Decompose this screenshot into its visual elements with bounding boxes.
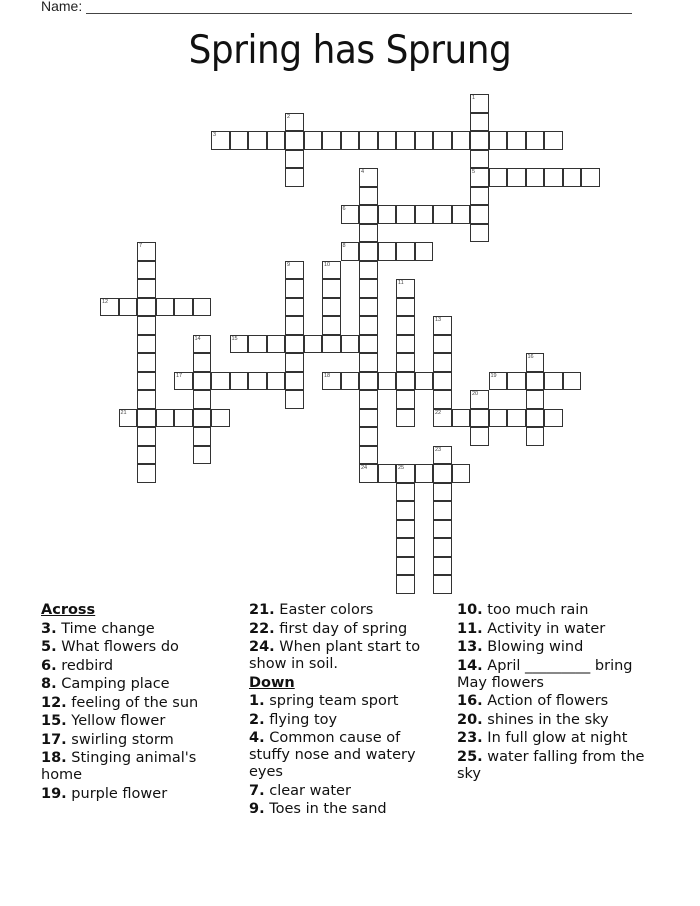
clues-column-1 (41, 602, 241, 804)
grid-cell[interactable] (526, 353, 545, 372)
clue-number: 25 (398, 465, 405, 471)
grid-cell[interactable] (193, 427, 212, 446)
grid-cell[interactable] (359, 224, 378, 243)
clue-across-3: 3. Time change (41, 620, 155, 637)
clue-across-5: 5. What flowers do (41, 639, 179, 655)
grid-cell[interactable] (470, 390, 489, 409)
grid-cell[interactable] (359, 168, 378, 187)
clue-number: 10 (324, 261, 331, 268)
grid-cell[interactable] (137, 279, 156, 298)
grid-cell[interactable] (378, 464, 397, 483)
clue-across-21: 21. Easter colors (249, 602, 374, 618)
grid-cell[interactable] (526, 409, 545, 428)
grid-cell[interactable] (526, 390, 545, 409)
clue-down-7: 7. clear water (249, 782, 351, 799)
grid-cell[interactable] (396, 483, 415, 502)
clue-across-6: 6. redbird (41, 657, 114, 674)
grid-cell[interactable] (507, 131, 526, 150)
grid-cell[interactable] (193, 409, 212, 428)
grid-cell[interactable] (174, 409, 193, 428)
clue-number: 11 (398, 280, 404, 286)
clue-number: 13 (435, 317, 442, 323)
grid-cell[interactable] (489, 372, 508, 391)
grid-cell[interactable] (526, 168, 545, 187)
clue-down-11: 11. Activity in water (457, 620, 606, 637)
grid-cell[interactable] (341, 242, 360, 261)
grid-cell[interactable] (470, 409, 489, 428)
grid-cell[interactable] (433, 520, 452, 539)
clue-across-19: 19. purple flower (41, 785, 168, 802)
grid-cell[interactable] (489, 168, 508, 187)
grid-cell[interactable] (137, 464, 156, 483)
clue-across-18: 18. Stinging animal's home (41, 750, 197, 783)
grid-cell[interactable] (378, 131, 397, 150)
clue-number: 7 (139, 243, 143, 249)
grid-cell[interactable] (396, 131, 415, 150)
grid-cell[interactable] (137, 242, 156, 261)
grid-cell[interactable] (359, 187, 378, 206)
grid-cell[interactable] (396, 464, 415, 483)
clue-number: 5 (472, 169, 476, 175)
grid-cell[interactable] (119, 409, 138, 428)
clue-number: 2 (287, 113, 291, 120)
grid-cell[interactable] (544, 372, 563, 391)
grid-cell[interactable] (341, 372, 360, 391)
grid-cell[interactable] (470, 187, 489, 206)
grid-cell[interactable] (322, 335, 341, 354)
clue-down-13: 13. Blowing wind (457, 639, 584, 655)
grid-cell[interactable] (470, 113, 489, 132)
clue-across-22: 22. first day of spring (249, 620, 408, 637)
grid-cell[interactable] (526, 427, 545, 446)
grid-cell[interactable] (359, 205, 378, 224)
grid-cell[interactable] (359, 409, 378, 428)
grid-cell[interactable] (211, 409, 230, 428)
grid-cell[interactable] (433, 538, 452, 557)
grid-cell[interactable] (433, 575, 452, 594)
grid-cell[interactable] (415, 131, 434, 150)
grid-cell[interactable] (433, 464, 452, 483)
clue-down-20: 20. shines in the sky (457, 711, 609, 728)
grid-cell[interactable] (359, 316, 378, 335)
clue-number: 24 (361, 465, 368, 471)
grid-cell[interactable] (396, 372, 415, 391)
grid-cell[interactable] (378, 242, 397, 261)
grid-cell[interactable] (396, 205, 415, 224)
clue-across-24: 24. When plant start to show in soil. (249, 639, 421, 672)
grid-cell[interactable] (396, 520, 415, 539)
grid-cell[interactable] (433, 446, 452, 465)
grid-cell[interactable] (470, 224, 489, 243)
clue-across-17: 17. swirling storm (41, 731, 174, 748)
clue-number: 17 (176, 372, 183, 379)
grid-cell[interactable] (137, 353, 156, 372)
grid-cell[interactable] (230, 131, 249, 150)
clue-number: 23 (435, 446, 442, 453)
clue-number: 22 (435, 409, 442, 416)
grid-cell[interactable] (378, 205, 397, 224)
grid-cell[interactable] (359, 446, 378, 465)
grid-cell[interactable] (415, 205, 434, 224)
grid-cell[interactable] (396, 557, 415, 576)
clue-number: 3 (213, 132, 217, 138)
grid-cell[interactable] (433, 372, 452, 391)
clue-number: 9 (287, 261, 291, 268)
grid-cell[interactable] (211, 372, 230, 391)
grid-cell[interactable] (507, 409, 526, 428)
grid-cell[interactable] (156, 409, 175, 428)
grid-cell[interactable] (341, 131, 360, 150)
grid-cell[interactable] (359, 131, 378, 150)
down-heading: Down (249, 674, 295, 691)
clue-down-4: 4. Common cause of stuffy nose and watery eyes (249, 730, 416, 780)
clue-down-9: 9. Toes in the sand (249, 801, 387, 817)
clue-number: 4 (361, 169, 365, 175)
clue-down-2: 2. flying toy (249, 711, 338, 728)
clue-down-14: 14. April _________ bring May flowers (457, 657, 633, 691)
grid-cell[interactable] (544, 168, 563, 187)
name-label: Name: (41, 0, 83, 14)
grid-cell[interactable] (489, 409, 508, 428)
grid-cell[interactable] (137, 390, 156, 409)
grid-cell[interactable] (285, 390, 304, 409)
grid-cell[interactable] (470, 168, 489, 187)
grid-cell[interactable] (285, 261, 304, 280)
grid-cell[interactable] (267, 372, 286, 391)
across-heading: Across (41, 602, 96, 618)
grid-cell[interactable] (359, 464, 378, 483)
clue-across-15: 15. Yellow flower (41, 713, 166, 729)
grid-cell[interactable] (526, 372, 545, 391)
grid-cell[interactable] (174, 372, 193, 391)
grid-cell[interactable] (396, 335, 415, 354)
grid-cell[interactable] (581, 168, 600, 187)
clue-down-25: 25. water falling from the sky (457, 748, 645, 782)
grid-cell[interactable] (193, 298, 212, 317)
grid-cell[interactable] (359, 298, 378, 317)
grid-cell[interactable] (137, 372, 156, 391)
grid-cell[interactable] (193, 353, 212, 372)
grid-cell[interactable] (526, 131, 545, 150)
grid-cell[interactable] (544, 131, 563, 150)
grid-cell[interactable] (267, 335, 286, 354)
grid-cell[interactable] (396, 279, 415, 298)
grid-cell[interactable] (248, 335, 267, 354)
grid-cell[interactable] (452, 205, 471, 224)
grid-cell[interactable] (396, 390, 415, 409)
grid-cell[interactable] (322, 261, 341, 280)
grid-cell[interactable] (359, 279, 378, 298)
grid-cell[interactable] (433, 131, 452, 150)
grid-cell[interactable] (563, 372, 582, 391)
grid-cell[interactable] (137, 316, 156, 335)
clue-number: 12 (102, 298, 109, 305)
grid-cell[interactable] (544, 409, 563, 428)
grid-cell[interactable] (396, 316, 415, 335)
grid-cell[interactable] (433, 316, 452, 335)
grid-cell[interactable] (359, 372, 378, 391)
grid-cell[interactable] (359, 427, 378, 446)
grid-cell[interactable] (230, 372, 249, 391)
clue-down-1: 1. spring team sport (249, 693, 399, 709)
grid-cell[interactable] (322, 131, 341, 150)
grid-cell[interactable] (452, 409, 471, 428)
grid-cell[interactable] (396, 538, 415, 557)
grid-cell[interactable] (322, 298, 341, 317)
grid-cell[interactable] (433, 483, 452, 502)
grid-cell[interactable] (470, 205, 489, 224)
grid-cell[interactable] (285, 279, 304, 298)
grid-cell[interactable] (470, 94, 489, 113)
grid-cell[interactable] (100, 298, 119, 317)
grid-cell[interactable] (304, 335, 323, 354)
grid-cell[interactable] (415, 372, 434, 391)
grid-cell[interactable] (285, 316, 304, 335)
clue-across-8: 8. Camping place (41, 676, 170, 692)
grid-cell[interactable] (415, 464, 434, 483)
grid-cell[interactable] (304, 131, 323, 150)
grid-cell[interactable] (489, 131, 508, 150)
grid-cell[interactable] (396, 298, 415, 317)
grid-cell[interactable] (322, 316, 341, 335)
grid-cell[interactable] (211, 131, 230, 150)
grid-cell[interactable] (396, 501, 415, 520)
clue-down-23: 23. In full glow at night (457, 730, 628, 746)
grid-cell[interactable] (137, 335, 156, 354)
grid-cell[interactable] (433, 335, 452, 354)
grid-cell[interactable] (248, 372, 267, 391)
grid-cell[interactable] (285, 168, 304, 187)
clue-number: 8 (342, 243, 346, 249)
grid-cell[interactable] (359, 353, 378, 372)
grid-cell[interactable] (285, 353, 304, 372)
grid-cell[interactable] (433, 501, 452, 520)
clue-number: 16 (527, 354, 534, 360)
grid-cell[interactable] (359, 335, 378, 354)
grid-cell[interactable] (137, 261, 156, 280)
clue-number: 14 (194, 335, 201, 342)
grid-cell[interactable] (322, 372, 341, 391)
grid-cell[interactable] (433, 353, 452, 372)
page-title: Spring has Sprung (188, 28, 512, 73)
grid-cell[interactable] (341, 205, 360, 224)
clues-column-3 (457, 602, 657, 784)
grid-cell[interactable] (285, 298, 304, 317)
grid-cell[interactable] (433, 390, 452, 409)
grid-cell[interactable] (396, 353, 415, 372)
grid-cell[interactable] (285, 335, 304, 354)
clue-number: 1 (472, 95, 476, 101)
grid-cell[interactable] (174, 298, 193, 317)
clue-number: 21 (120, 409, 127, 416)
grid-cell[interactable] (193, 335, 212, 354)
grid-cell[interactable] (267, 131, 286, 150)
grid-cell[interactable] (156, 298, 175, 317)
grid-cell[interactable] (378, 372, 397, 391)
clue-number: 6 (342, 206, 346, 212)
clue-down-10: 10. too much rain (457, 602, 589, 618)
grid-cell[interactable] (433, 409, 452, 428)
grid-cell[interactable] (193, 372, 212, 391)
clue-number: 20 (472, 391, 479, 397)
grid-cell[interactable] (137, 409, 156, 428)
grid-cell[interactable] (396, 575, 415, 594)
clue-number: 19 (490, 372, 497, 379)
grid-cell[interactable] (248, 131, 267, 150)
grid-cell[interactable] (507, 372, 526, 391)
grid-cell[interactable] (396, 242, 415, 261)
grid-cell[interactable] (433, 205, 452, 224)
grid-cell[interactable] (285, 131, 304, 150)
clue-across-12: 12. feeling of the sun (41, 694, 199, 711)
grid-cell[interactable] (137, 298, 156, 317)
clues-column-2 (249, 602, 444, 820)
grid-cell[interactable] (193, 390, 212, 409)
grid-cell[interactable] (396, 409, 415, 428)
grid-cell[interactable] (193, 446, 212, 465)
grid-cell[interactable] (341, 335, 360, 354)
grid-cell[interactable] (230, 335, 249, 354)
grid-cell[interactable] (359, 261, 378, 280)
grid-cell[interactable] (137, 446, 156, 465)
grid-cell[interactable] (359, 242, 378, 261)
grid-cell[interactable] (470, 427, 489, 446)
grid-cell[interactable] (433, 557, 452, 576)
grid-cell[interactable] (470, 150, 489, 169)
clue-number: 18 (324, 372, 331, 379)
grid-cell[interactable] (452, 131, 471, 150)
grid-cell[interactable] (563, 168, 582, 187)
grid-cell[interactable] (285, 150, 304, 169)
grid-cell[interactable] (322, 279, 341, 298)
clue-down-16: 16. Action of flowers (457, 693, 609, 709)
grid-cell[interactable] (415, 242, 434, 261)
grid-cell[interactable] (470, 131, 489, 150)
grid-cell[interactable] (137, 427, 156, 446)
clue-number: 15 (231, 335, 238, 342)
grid-cell[interactable] (285, 372, 304, 391)
grid-cell[interactable] (119, 298, 138, 317)
grid-cell[interactable] (285, 113, 304, 132)
grid-cell[interactable] (359, 390, 378, 409)
grid-cell[interactable] (452, 464, 471, 483)
grid-cell[interactable] (507, 168, 526, 187)
